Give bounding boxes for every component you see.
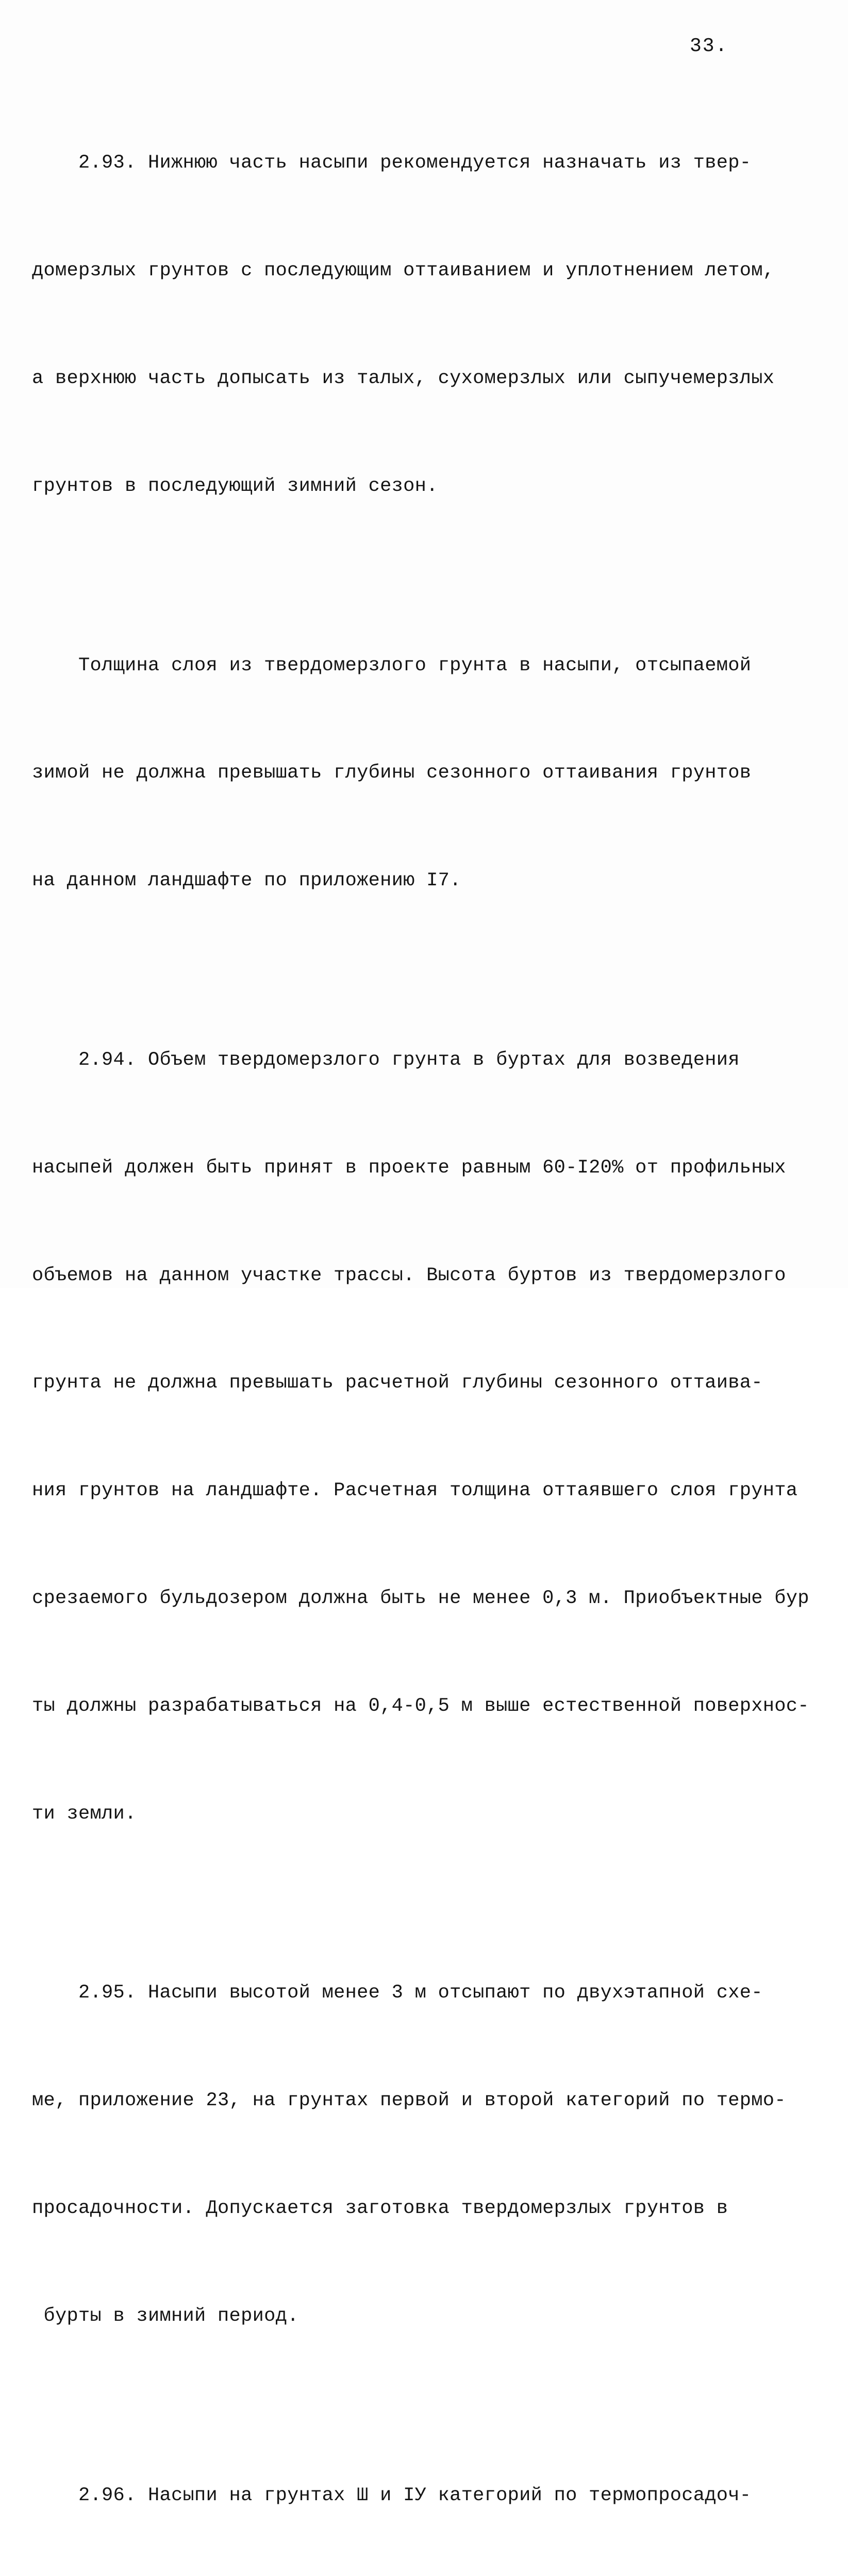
text-body bbox=[32, 74, 809, 2576]
text-line: 2.95. Насыпи высотой менее 3 м отсыпают по двухэтапной схе- bbox=[32, 1982, 763, 2004]
paragraph-2-96 bbox=[32, 2406, 774, 2576]
text-line: ты должны разрабатываться на 0,4-0,5 м выше естественной поверхнос- bbox=[32, 1695, 809, 1717]
text-line: зимой не должна превышать глубины сезонного оттаивания грунтов bbox=[32, 762, 752, 784]
text-line: ния грунтов на ландшафте. Расчетная толщина оттаявшего слоя грунта bbox=[32, 1480, 798, 1502]
text-line: ме, приложение 23, на грунтах первой и второй категорий по термо- bbox=[32, 2090, 786, 2112]
text-line: насыпей должен быть принят в проекте равным 60-I20% от профильных bbox=[32, 1157, 786, 1179]
text-line: просадочности. Допускается заготовка твердомерзлых грунтов в bbox=[32, 2198, 728, 2220]
text-line: ти земли. bbox=[32, 1803, 137, 1825]
text-line: Толщина слоя из твердомерзлого грунта в насыпи, отсыпаемой bbox=[32, 654, 752, 676]
text-line: грунта не должна превышать расчетной глубины сезонного оттаива- bbox=[32, 1372, 763, 1394]
text-line: а верхнюю часть допысать из талых, сухомерзлых или сыпучемерзлых bbox=[32, 367, 775, 389]
page-number: 33. bbox=[690, 35, 728, 57]
text-line: 2.94. Объем твердомерзлого грунта в буртах для возведения bbox=[32, 1049, 740, 1071]
text-line: домерзлых грунтов с последующим оттаиванием и уплотнением летом, bbox=[32, 259, 775, 282]
text-line: грунтов в последующий зимний сезон. bbox=[32, 475, 438, 497]
paragraph-2-94 bbox=[32, 971, 809, 1904]
text-line: 2.93. Нижнюю часть насыпи рекомендуется назначать из твер- bbox=[32, 152, 752, 174]
text-line: на данном ландшафте по приложению I7. bbox=[32, 870, 461, 892]
paragraph-thickness bbox=[32, 576, 774, 971]
paragraph-2-95 bbox=[32, 1904, 786, 2406]
text-line: объемов на данном участке трассы. Высота буртов из твердомерзлого bbox=[32, 1264, 786, 1286]
text-line: срезаемого бульдозером должна быть не менее 0,3 м. Приобъектные бур bbox=[32, 1587, 809, 1609]
text-line: бурты в зимний период. bbox=[32, 2305, 299, 2327]
paragraph-2-93 bbox=[32, 74, 774, 576]
text-line: 2.96. Насыпи на грунтах Ш и IУ категорий по термопросадоч- bbox=[32, 2484, 752, 2506]
